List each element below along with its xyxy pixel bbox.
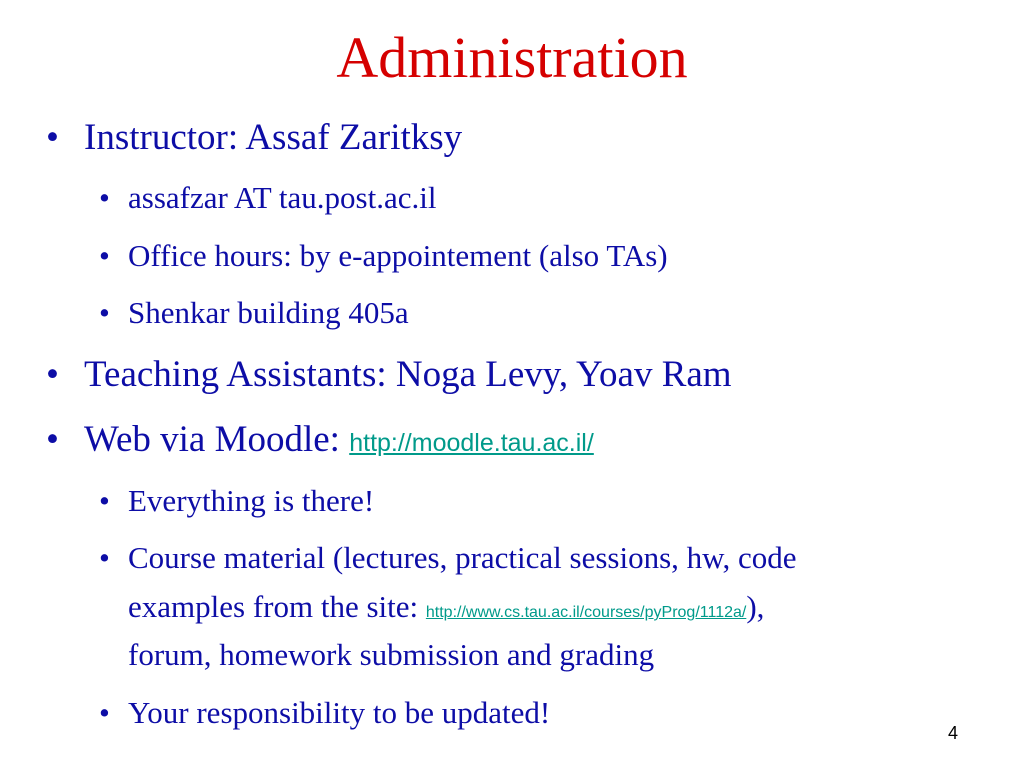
- bullet-dot: •: [99, 238, 110, 273]
- bullet-dot: •: [46, 117, 59, 158]
- bullet-everything: [99, 481, 374, 521]
- responsibility-text: Your responsibility to be updated!: [128, 695, 551, 730]
- bullet-office-hours: [99, 236, 668, 276]
- course-material-line2: [128, 587, 764, 633]
- course-material-line1: Course material (lectures, practical sessions, hw, code: [128, 540, 797, 575]
- bullet-dot: •: [99, 295, 110, 330]
- bullet-instructor: [46, 116, 462, 160]
- bullet-dot: •: [99, 483, 110, 518]
- teaching-assistants-text: Teaching Assistants: Noga Levy, Yoav Ram: [84, 354, 732, 395]
- bullet-dot: •: [99, 180, 110, 215]
- course-material-line3: forum, homework submission and grading: [128, 637, 655, 672]
- bullet-web: [46, 418, 594, 465]
- bullet-dot: •: [46, 419, 59, 460]
- bullet-responsibility: [99, 693, 550, 733]
- instructor-text: Instructor: Assaf Zaritksy: [84, 117, 463, 158]
- slide-title: Administration: [336, 25, 688, 90]
- bullet-dot: •: [99, 695, 110, 730]
- office-hours-text: Office hours: by e-appointement (also TAs): [128, 238, 668, 273]
- course-material-suffix: ),: [746, 589, 765, 624]
- page-number: 4: [948, 723, 959, 743]
- bullet-teaching-assistants: [46, 353, 732, 397]
- bullet-dot: •: [99, 540, 110, 575]
- moodle-link[interactable]: http://moodle.tau.ac.il/: [349, 429, 594, 457]
- email-text: assafzar AT tau.post.ac.il: [128, 180, 437, 215]
- bullet-location: [99, 293, 409, 333]
- bullet-dot: •: [46, 354, 59, 395]
- course-site-link[interactable]: http://www.cs.tau.ac.il/courses/pyProg/1112a/: [425, 604, 747, 621]
- everything-text: Everything is there!: [128, 483, 375, 518]
- bullet-course-material: [99, 538, 797, 578]
- bullet-email: [99, 178, 436, 218]
- location-text: Shenkar building 405a: [128, 295, 409, 330]
- web-text: Web via Moodle:: [84, 419, 350, 460]
- course-material-prefix: examples from the site:: [128, 589, 426, 624]
